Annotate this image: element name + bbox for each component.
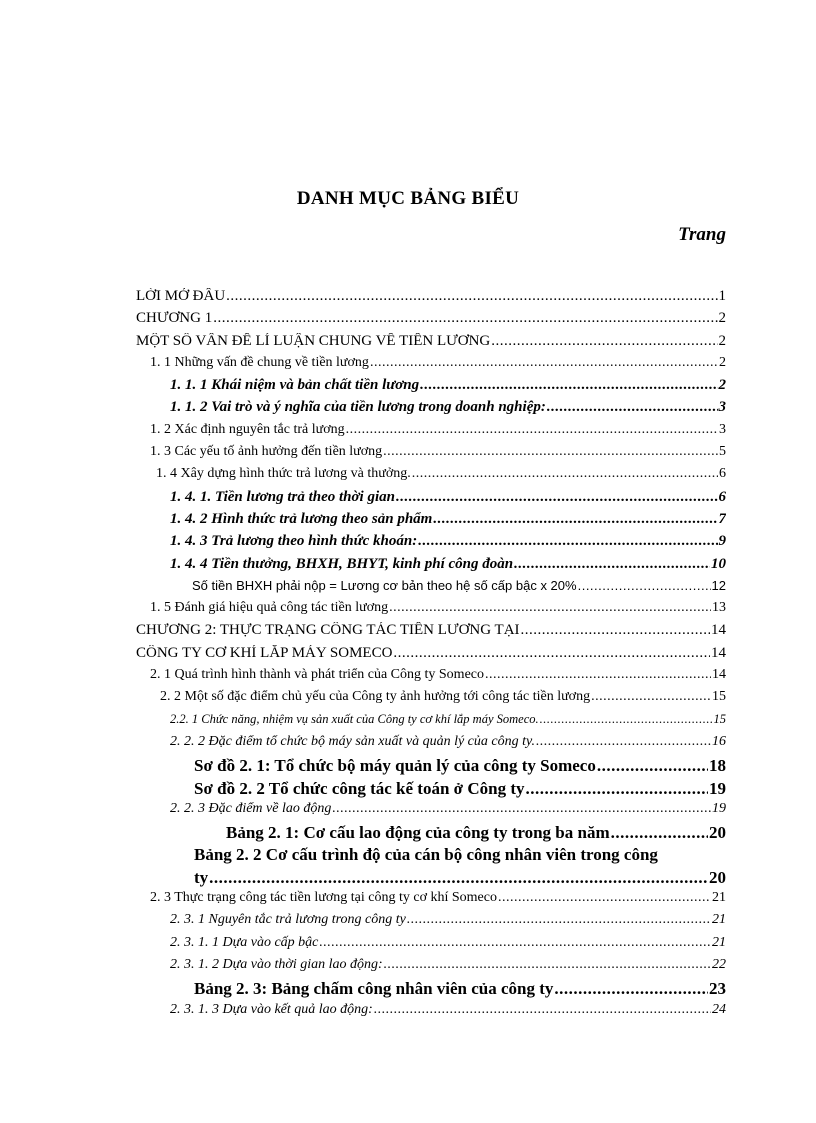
toc-entry[interactable]: [134, 912, 726, 934]
toc-entry[interactable]: [134, 890, 726, 912]
toc-page: 15: [712, 689, 726, 705]
toc-page: 1: [718, 288, 726, 304]
toc-page: 3: [718, 399, 726, 416]
toc-label: 1. 1. 2 Vai trò và ý nghĩa của tiền lương trong doanh nghiệp:: [170, 399, 546, 416]
toc-label: 1. 4. 2 Hình thức trả lương theo sản phẩm: [170, 510, 433, 527]
toc-entry[interactable]: [134, 578, 726, 600]
toc-page: 14: [711, 622, 726, 639]
toc-label: 2. 3. 1. 3 Dựa vào kết quả lao động:: [170, 1001, 373, 1017]
toc-entry[interactable]: [134, 801, 726, 823]
toc-page: 7: [718, 510, 726, 527]
toc-entry[interactable]: [134, 622, 726, 644]
toc-label: 2. 3. 1. 1 Dựa vào cấp bậc: [170, 934, 319, 950]
toc-page: 14: [711, 644, 726, 661]
toc-entry[interactable]: [134, 957, 726, 979]
toc-entry[interactable]: [134, 600, 726, 622]
toc-page: 10: [711, 555, 726, 572]
toc-page: 3: [719, 421, 726, 437]
toc-entry[interactable]: [134, 734, 726, 756]
toc-label: CÔNG TY CƠ KHÍ LẮP MÁY SOMECO: [136, 644, 393, 661]
toc-entry[interactable]: [134, 489, 726, 511]
toc-page: 2: [718, 310, 726, 327]
toc-entry[interactable]: [134, 333, 726, 355]
toc-page: 23: [709, 979, 726, 999]
toc-page: 24: [712, 1001, 726, 1017]
toc-page: 15: [713, 711, 726, 726]
toc-label: 2. 2. 2 Đặc điểm tổ chức bộ máy sản xuất và quản lý của công ty.: [170, 733, 535, 749]
toc-page: 21: [712, 890, 726, 906]
toc-label: Bảng 2. 3: Bảng chấm công nhân viên của công ty: [194, 979, 554, 999]
table-of-contents: [134, 288, 726, 1024]
toc-page: 21: [712, 912, 726, 928]
toc-page: 13: [712, 600, 726, 616]
page-column-label: Trang: [678, 224, 726, 245]
toc-label: LỜI MỞ ĐẦU: [136, 288, 226, 304]
toc-entry[interactable]: [134, 667, 726, 689]
toc-entry[interactable]: [134, 779, 726, 801]
toc-page: 22: [712, 956, 726, 972]
toc-label: 1. 5 Đánh giá hiệu quả công tác tiền lương: [150, 600, 389, 616]
toc-label: Sơ đồ 2. 1: Tổ chức bộ máy quản lý của công ty Someco: [194, 756, 596, 776]
toc-entry[interactable]: [134, 756, 726, 778]
toc-entry[interactable]: [134, 868, 726, 890]
toc-page: 2: [718, 377, 726, 394]
toc-entry[interactable]: [134, 935, 726, 957]
toc-page: 16: [712, 733, 726, 749]
toc-label: 1. 4. 4 Tiền thưởng, BHXH, BHYT, kinh phí công đoàn: [170, 555, 514, 572]
toc-label: Bảng 2. 2 Cơ cấu trình độ của cán bộ công nhân viên trong công: [194, 845, 658, 865]
toc-entry[interactable]: [134, 377, 726, 399]
toc-label: CHƯƠNG 2: THỰC TRẠNG CÔNG TÁC TIỀN LƯƠNG TẠI: [136, 622, 520, 639]
toc-label: 1. 4 Xây dựng hình thức trả lương và thưởng.: [156, 466, 411, 482]
toc-page: 12: [711, 577, 726, 593]
toc-page: 20: [709, 823, 726, 843]
toc-entry[interactable]: [134, 511, 726, 533]
toc-label: 2. 2. 3 Đặc điểm về lao động: [170, 800, 332, 816]
toc-page: 20: [709, 867, 726, 887]
toc-page: 19: [709, 778, 726, 798]
page-title: DANH MỤC BẢNG BIỂU: [296, 188, 520, 209]
toc-label: 1. 1 Những vấn đề chung về tiền lương: [150, 354, 369, 370]
toc-entry[interactable]: [134, 533, 726, 555]
toc-label: 1. 1. 1 Khái niệm và bản chất tiền lương: [170, 377, 420, 394]
toc-label: 1. 4. 1. Tiền lương trả theo thời gian: [170, 488, 395, 505]
toc-label: 2.2. 1 Chức năng, nhiệm vụ sản xuất của Công ty cơ khí lắp máy Someco.: [170, 711, 539, 726]
toc-label: MỘT SỐ VẤN ĐỀ LÍ LUẬN CHUNG VỀ TIỀN LƯƠNG: [136, 332, 491, 349]
toc-page: 19: [712, 800, 726, 816]
toc-page: 2: [718, 332, 726, 349]
toc-entry[interactable]: [134, 355, 726, 377]
toc-entry[interactable]: [134, 556, 726, 578]
toc-page: 21: [712, 934, 726, 950]
toc-label: 2. 2 Một số đặc điểm chủ yếu của Công ty ảnh hưởng tới công tác tiền lương: [160, 689, 591, 705]
toc-entry[interactable]: [134, 645, 726, 667]
toc-label: 1. 4. 3 Trả lương theo hình thức khoán:: [170, 533, 418, 550]
toc-entry[interactable]: [134, 444, 726, 466]
toc-entry[interactable]: [134, 712, 726, 734]
toc-label: 2. 3 Thực trạng công tác tiền lương tại công ty cơ khí Someco: [150, 890, 497, 906]
toc-entry[interactable]: [134, 288, 726, 310]
toc-label: Số tiền BHXH phải nộp = Lương cơ bản theo hệ số cấp bậc x 20%: [192, 577, 577, 593]
toc-page: 14: [712, 667, 726, 683]
toc-page: 9: [718, 533, 726, 550]
toc-page: 6: [719, 466, 726, 482]
toc-entry[interactable]: [134, 310, 726, 332]
toc-label: CHƯƠNG 1: [136, 310, 213, 327]
toc-page: 2: [719, 354, 726, 370]
toc-entry[interactable]: [134, 466, 726, 488]
toc-entry[interactable]: [134, 422, 726, 444]
toc-page: 6: [718, 488, 726, 505]
toc-label: 1. 3 Các yếu tố ảnh hưởng đến tiền lương: [150, 444, 383, 460]
toc-label: 2. 3. 1. 2 Dựa vào thời gian lao động:: [170, 956, 383, 972]
toc-entry[interactable]: [134, 979, 726, 1001]
toc-entry[interactable]: [134, 689, 726, 711]
toc-entry[interactable]: [134, 399, 726, 421]
toc-entry[interactable]: [134, 845, 726, 867]
toc-page: 5: [719, 444, 726, 460]
toc-label: 2. 3. 1 Nguyên tắc trả lương trong công ty: [170, 912, 406, 928]
toc-page: 18: [709, 756, 726, 776]
toc-label: ty: [194, 867, 209, 887]
toc-label: Bảng 2. 1: Cơ cấu lao động của công ty trong ba năm: [226, 823, 610, 843]
toc-label: Sơ đồ 2. 2 Tổ chức công tác kế toán ở Công ty: [194, 778, 525, 798]
toc-label: 1. 2 Xác định nguyên tắc trả lương: [150, 421, 345, 437]
toc-entry[interactable]: [134, 823, 726, 845]
toc-entry[interactable]: [134, 1002, 726, 1024]
toc-label: 2. 1 Quá trình hình thành và phát triển của Công ty Someco: [150, 667, 484, 683]
